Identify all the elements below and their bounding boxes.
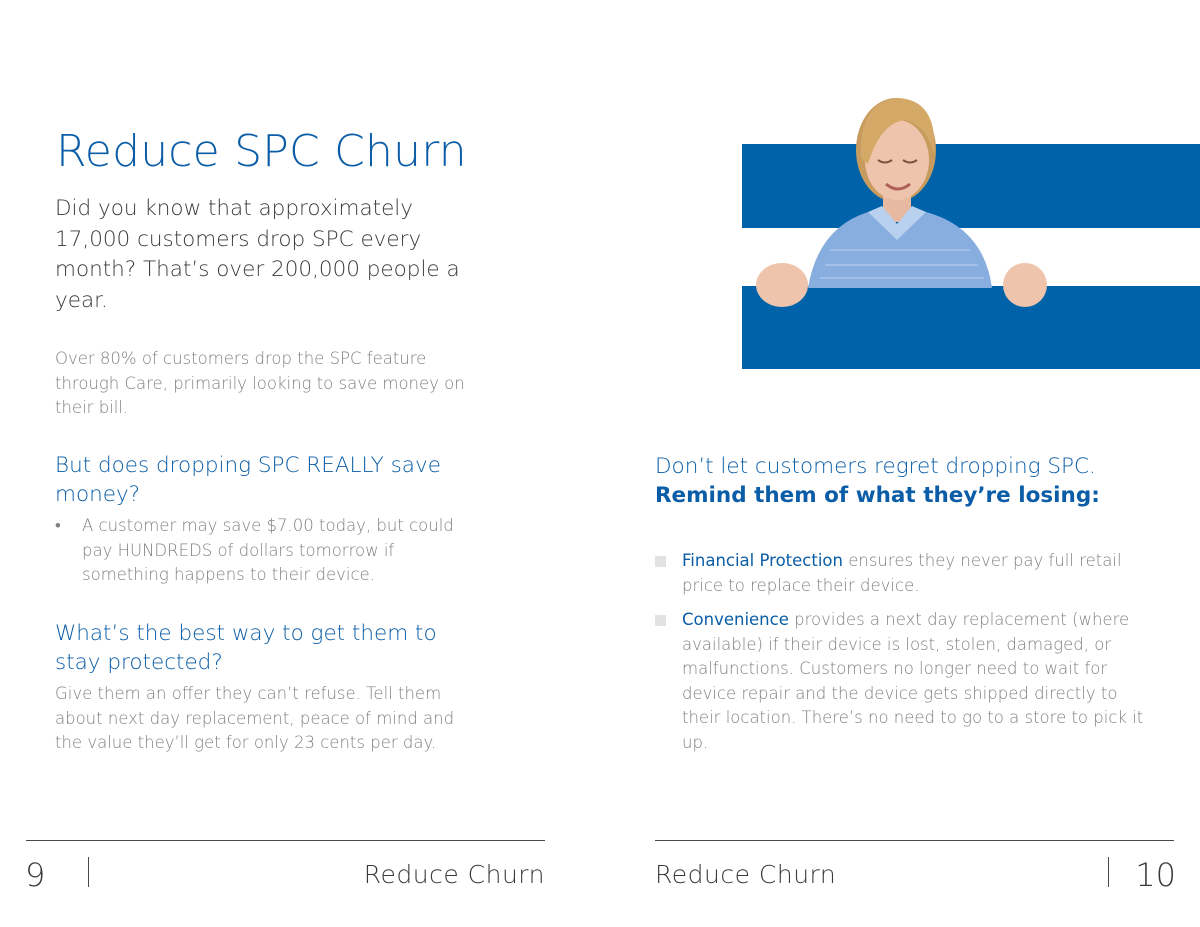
page-title: Reduce SPC Churn xyxy=(56,126,467,177)
list-item xyxy=(55,514,485,588)
bullet-list xyxy=(55,514,485,588)
paragraph-drop-rate: Over 80% of customers drop the SPC feature through Care, primarily looking to save money on their bill. xyxy=(55,349,465,417)
page-number-left: 9 xyxy=(25,856,46,894)
footer-rule-right xyxy=(655,840,1174,841)
heading-stay-protected: What’s the best way to get them to stay protected? xyxy=(55,621,437,675)
list-item xyxy=(655,608,1155,755)
benefit-title: Convenience xyxy=(682,610,789,629)
benefit-text: ensures they never pay full retail price to replace their device. xyxy=(682,551,1122,595)
benefit-list xyxy=(655,549,1155,765)
footer-label-left: Reduce Churn xyxy=(363,860,545,889)
benefit-title: Financial Protection xyxy=(682,551,843,570)
footer-divider-right xyxy=(1108,857,1109,887)
square-bullet-icon xyxy=(655,615,666,626)
paragraph-offer: Give them an offer they can’t refuse. Tell them about next day replacement, peace of mind and the value they’ll get for only 23 cents per day. xyxy=(55,684,455,752)
heading-save-money: But does dropping SPC REALLY save money? xyxy=(55,453,441,507)
footer-label-right: Reduce Churn xyxy=(655,860,837,889)
page-number-right: 10 xyxy=(1135,856,1176,894)
square-bullet-icon xyxy=(655,556,666,567)
benefit-text: provides a next day replacement (where available) if their device is lost, stolen, damaged, or malfunctions. Customers no longer need to wait for device repair and the device gets shipped directly to their location. There’s no need to go to a store to pick it up. xyxy=(682,610,1144,752)
heading-regret xyxy=(655,452,1175,510)
heading-regret-line1: Don’t let customers regret dropping SPC. xyxy=(655,454,1096,479)
footer-rule-left xyxy=(26,840,545,841)
intro-text: Did you know that approximately 17,000 customers drop SPC every month? That’s over 200,000 people a year. xyxy=(55,196,460,313)
bullet-text: A customer may save $7.00 today, but could pay HUNDREDS of dollars tomorrow if something happens to their device. xyxy=(82,516,454,584)
heading-regret-line2: Remind them of what they’re losing: xyxy=(655,483,1100,508)
bullet-marker: • xyxy=(55,516,61,535)
footer-divider-left xyxy=(88,857,89,887)
list-item xyxy=(655,549,1155,598)
woman-holding-sign-image xyxy=(740,80,1070,310)
